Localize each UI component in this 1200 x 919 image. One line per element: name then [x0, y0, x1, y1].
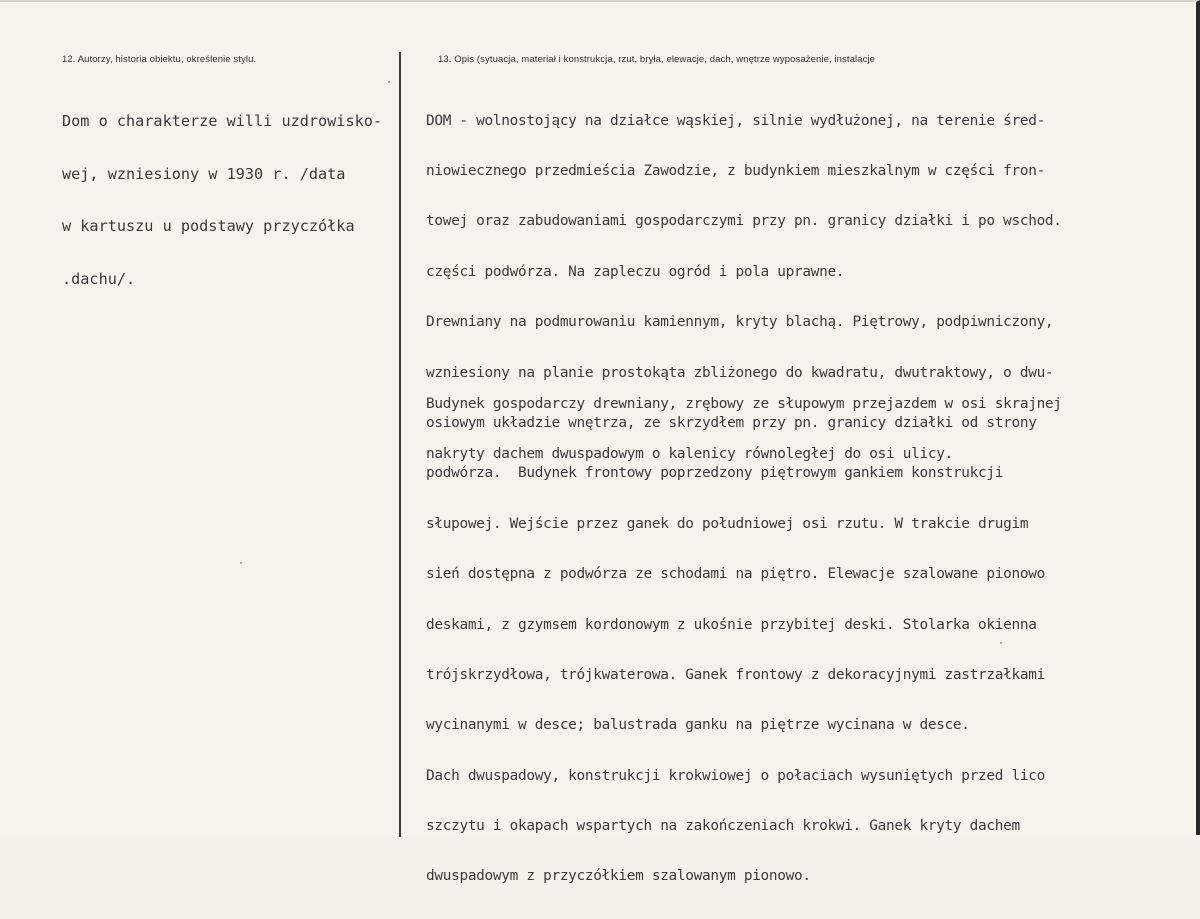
text-line: .dachu/. — [62, 269, 136, 288]
section-13-header: 13. Opis (sytuacja, materiał i konstrukcja, rzut, bryła, elewacje, dach, wnętrze wyposażenie, instalacje — [438, 54, 876, 65]
text-line: towej oraz zabudowaniami gospodarczymi przy pn. granicy działki i po wschod. — [426, 213, 1062, 230]
text-line: Dom o charakterze willi uzdrowisko- — [62, 112, 383, 130]
paper-speck — [240, 562, 242, 564]
section-12-text — [62, 78, 382, 323]
text-line: wycinanymi w desce; balustrada ganku na piętrze wycinana w desce. — [426, 717, 970, 734]
section-13-text-outbuilding — [426, 362, 1062, 496]
text-line: szczytu i okapach wspartych na zakończeniach krokwi. Ganek kryty dachem — [426, 818, 1020, 835]
text-line: deskami, z gzymsem kordonowym z ukośnie przybitej deski. Stolarka okienna — [426, 616, 1037, 633]
text-line: słupowej. Wejście przez ganek do południowej osi rzutu. W trakcie drugim — [426, 515, 1029, 532]
text-line: Dach dwuspadowy, konstrukcji krokwiowej o połaciach wysuniętych przed lico — [426, 767, 1045, 784]
text-line: Drewniany na podmurowaniu kamiennym, kryty blachą. Piętrowy, podpiwniczony, — [426, 314, 1054, 331]
text-line: nakryty dachem dwuspadowym o kalenicy równoległej do osi ulicy. — [426, 445, 953, 462]
text-line: dwuspadowym z przyczółkiem szalowanym pionowo. — [426, 868, 811, 885]
text-line: Budynek gospodarczy drewniany, zrębowy ze słupowym przejazdem w osi skrajnej — [426, 395, 1062, 412]
text-line: w kartuszu u podstawy przyczółka — [62, 217, 355, 235]
text-line: trójskrzydłowa, trójkwaterowa. Ganek frontowy z dekoracyjnymi zastrzałkami — [426, 666, 1045, 683]
section-12-header: 12. Autorzy, historia obiektu, określenie stylu. — [62, 54, 257, 65]
text-line: części podwórza. Na zapleczu ogród i pola uprawne. — [426, 263, 845, 280]
text-line: wej, wzniesiony w 1930 r. /data — [62, 164, 346, 183]
text-line: DOM - wolnostojący na działce wąskiej, silnie wydłużonej, na terenie śred- — [426, 112, 1045, 129]
paper-speck — [388, 81, 390, 83]
text-line: sień dostępna z podwórza ze schodami na piętro. Elewacje szalowane pionowo — [426, 566, 1045, 583]
paper-speck — [1000, 642, 1002, 644]
text-line: niowiecznego przedmieścia Zawodzie, z budynkiem mieszkalnym w części fron- — [426, 162, 1045, 179]
text-line: wzniesiony na planie prostokąta zbliżonego do kwadratu, dwutraktowy, o dwu- — [426, 364, 1054, 381]
text-line: podwórza. Budynek frontowy poprzedzony piętrowym gankiem konstrukcji — [426, 465, 1004, 482]
column-divider — [399, 52, 401, 837]
section-13-text-main — [426, 79, 1062, 919]
text-line: osiowym układzie wnętrza, ze skrzydłem przy pn. granicy działki od strony — [426, 414, 1037, 431]
